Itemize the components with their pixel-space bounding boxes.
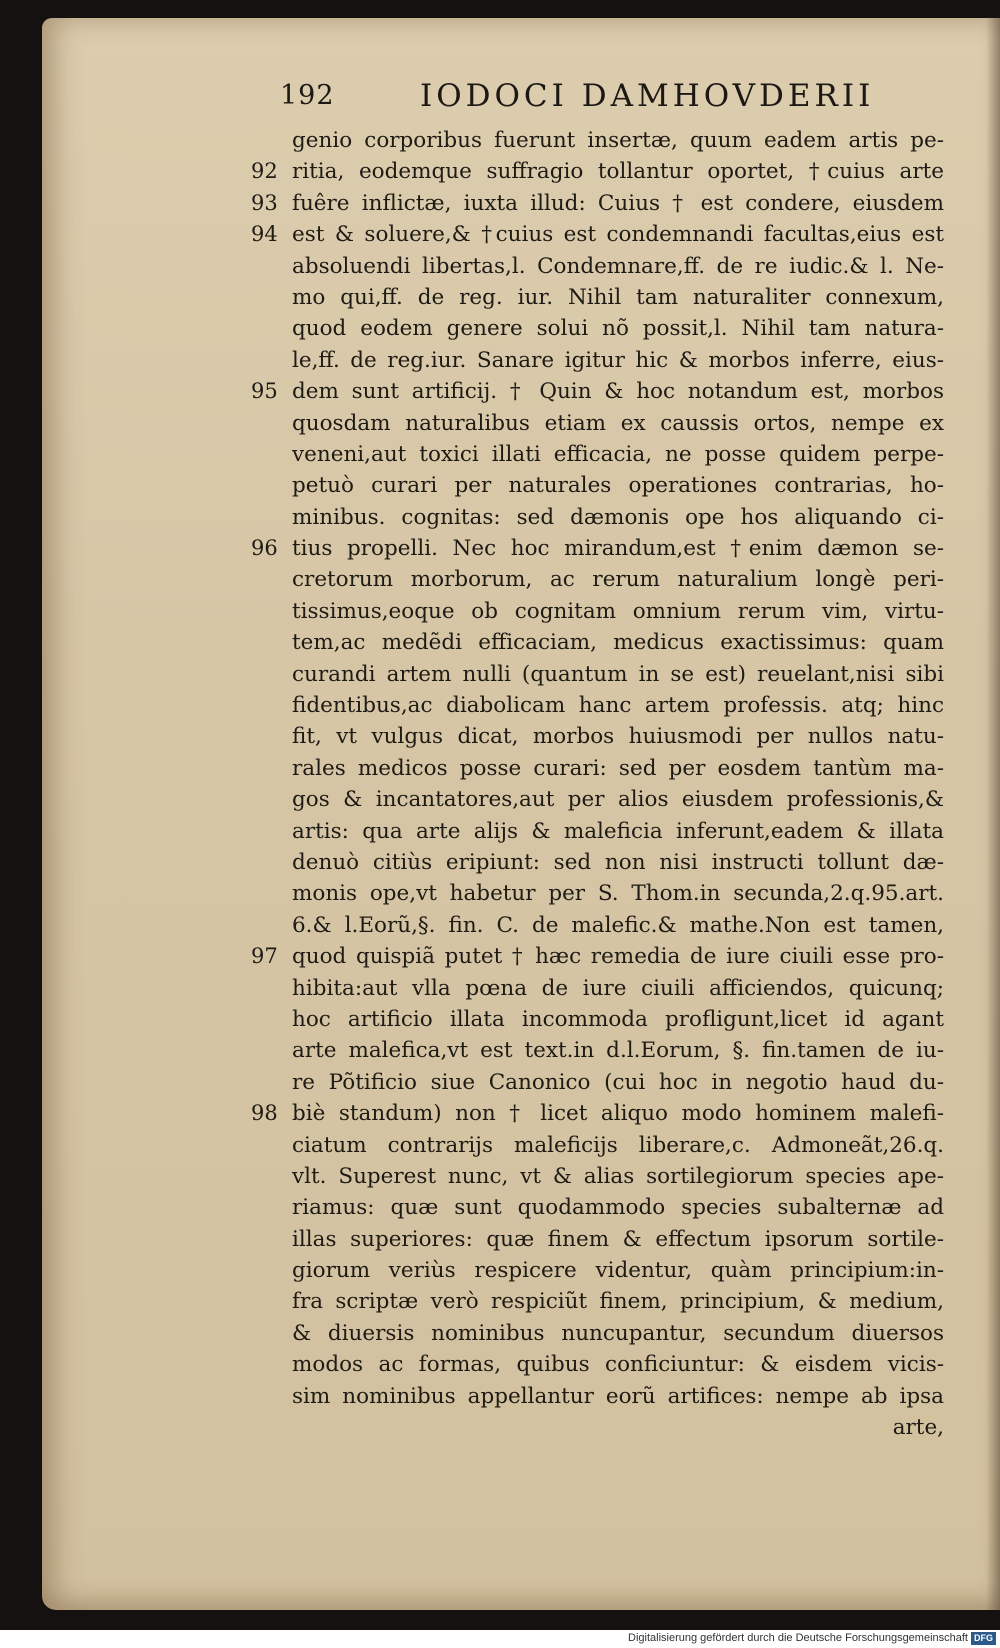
text-line [292,816,944,847]
running-head: IODOCI DAMHOVDERII [420,78,875,114]
line-text: tius propelli. Nec hoc mirandum,est †enim dæmon se- [292,536,944,562]
line-text: monis ope,vt habetur per S. Thom.in secunda,2.q.95.art. [292,881,944,907]
text-line [292,1192,944,1223]
line-text: re Põtificio siue Canonico (cui hoc in negotio haud du- [292,1069,944,1095]
text-line [251,219,944,250]
line-text: ciatum contrarijs maleficijs liberare,c. Admoneãt,26.q. [292,1132,944,1158]
text-line [292,910,944,941]
text-line [292,408,944,439]
text-line [292,1318,944,1349]
text-line [292,564,944,595]
text-line [292,125,944,156]
text-line [292,251,944,282]
line-text: curandi artem nulli (quantum in se est) reuelant,nisi sibi [292,661,944,687]
text-line [292,1412,944,1443]
line-text: hibita:aut vlla pœna de iure ciuili afficiendos, quicunq; [292,975,944,1001]
line-text: rales medicos posse curari: sed per eosdem tantùm ma- [292,755,944,781]
text-line [251,1098,944,1129]
line-text: dem sunt artificij. † Quin & hoc notandum est, morbos [292,379,944,405]
text-line [292,282,944,313]
line-text: sim nominibus appellantur eorũ artifices: nempe ab ipsa [292,1383,944,1409]
text-line [292,345,944,376]
text-line [292,439,944,470]
text-line [251,376,944,407]
text-line [292,784,944,815]
text-line [292,1224,944,1255]
margin-note-number: 96 [251,536,278,561]
line-text: le,ff. de reg.iur. Sanare igitur hic & morbos inferre, eius- [292,347,944,373]
text-line [292,847,944,878]
line-text: mo qui,ff. de reg. iur. Nihil tam naturaliter connexum, [292,284,944,310]
line-text: genio corporibus fuerunt insertæ, quum eadem artis pe- [292,128,944,153]
text-line [292,1349,944,1380]
text-line [292,878,944,909]
page-number: 192 [280,80,335,111]
line-text: vlt. Superest nunc, vt & alias sortilegiorum species ape- [292,1163,944,1189]
margin-note-number: 98 [251,1101,278,1126]
margin-note-number: 94 [251,222,278,247]
text-line [292,470,944,501]
line-text: 6.& l.Eorũ,§. fin. C. de malefic.& mathe.Non est tamen, [292,912,944,938]
line-text: artis: qua arte alijs & maleficia inferunt,eadem & illata [292,818,944,844]
line-text: giorum veriùs respicere videntur, quàm principium:in- [292,1258,944,1284]
text-line [292,659,944,690]
margin-note-number: 97 [251,944,278,969]
text-line [251,533,944,564]
text-line [292,721,944,752]
line-text: riamus: quæ sunt quodammodo species subalternæ ad [292,1195,944,1221]
margin-note-number: 93 [251,190,278,215]
text-line [292,502,944,533]
line-text: quod quispiã putet † hæc remedia de iure ciuili esse pro- [292,944,944,970]
line-text: tem,ac medẽdi efficaciam, medicus exactissimus: quam [292,630,944,656]
text-line [251,941,944,972]
line-text: quod eodem genere solui nõ possit,l. Nihil tam natura- [292,316,944,342]
line-text: petuò curari per naturales operationes contrarias, ho- [292,473,944,499]
line-text: & diuersis nominibus nuncupantur, secundum diuersos [292,1320,944,1346]
text-line [292,1255,944,1286]
line-text: quosdam naturalibus etiam ex caussis ortos, nempe ex [292,410,944,436]
margin-note-number: 95 [251,379,278,404]
text-line [292,627,944,658]
line-text: fuêre inflictæ, iuxta illud: Cuius † est condere, eiusdem [292,190,944,216]
line-text: cretorum morborum, ac rerum naturalium longè peri- [292,567,944,593]
line-text: fra scriptæ verò respiciũt finem, principium, & medium, [292,1289,944,1315]
line-text: hoc artificio illata incommoda profligunt,licet id agant [292,1006,944,1032]
text-line [292,1161,944,1192]
line-text: fidentibus,ac diabolicam hanc artem professis. atq; hinc [292,693,944,719]
dfg-logo: DFG [971,1632,996,1645]
text-line [292,1130,944,1161]
line-text: tissimus,eoque ob cognitam omnium rerum vim, virtu- [292,598,944,624]
line-text: illas superiores: quæ finem & effectum ipsorum sortile- [292,1226,944,1252]
line-text: arte malefica,vt est text.in d.l.Eorum, §. fin.tamen de iu- [292,1038,944,1064]
line-text: veneni,aut toxici illati efficacia, ne posse quidem perpe- [292,441,944,467]
body-text [251,125,944,1443]
line-text: est & soluere,& †cuius est condemnandi facultas,eius est [292,222,944,248]
line-text: modos ac formas, quibus conficiuntur: & eisdem vicis- [292,1352,944,1378]
line-text: gos & incantatores,aut per alios eiusdem professionis,& [292,787,944,813]
text-line [292,313,944,344]
line-text: absoluendi libertas,l. Condemnare,ff. de re iudic.& l. Ne- [292,253,944,279]
text-line [292,1067,944,1098]
text-line [292,690,944,721]
page-spine-shadow [986,18,1000,1610]
line-text: fit, vt vulgus dicat, morbos huiusmodi per nullos natu- [292,724,944,750]
text-line [292,753,944,784]
text-line [292,1286,944,1317]
text-line [292,1035,944,1066]
line-text: ritia, eodemque suffragio tollantur oportet, †cuius arte [292,159,944,185]
text-line [251,156,944,187]
line-text: minibus. cognitas: sed dæmonis ope hos aliquando ci- [292,504,944,530]
text-line [251,188,944,219]
text-line [292,596,944,627]
text-line [292,973,944,1004]
text-line [292,1004,944,1035]
line-text: arte, [892,1415,944,1441]
text-line [292,1381,944,1412]
digitization-credit: Digitalisierung gefördert durch die Deutsche Forschungsgemeinschaft [628,1632,968,1644]
line-text: biè standum) non † licet aliquo modo hominem malefi- [292,1101,944,1127]
line-text: denuò citiùs eripiunt: sed non nisi instructi tollunt dæ- [292,849,944,875]
margin-note-number: 92 [251,159,278,184]
